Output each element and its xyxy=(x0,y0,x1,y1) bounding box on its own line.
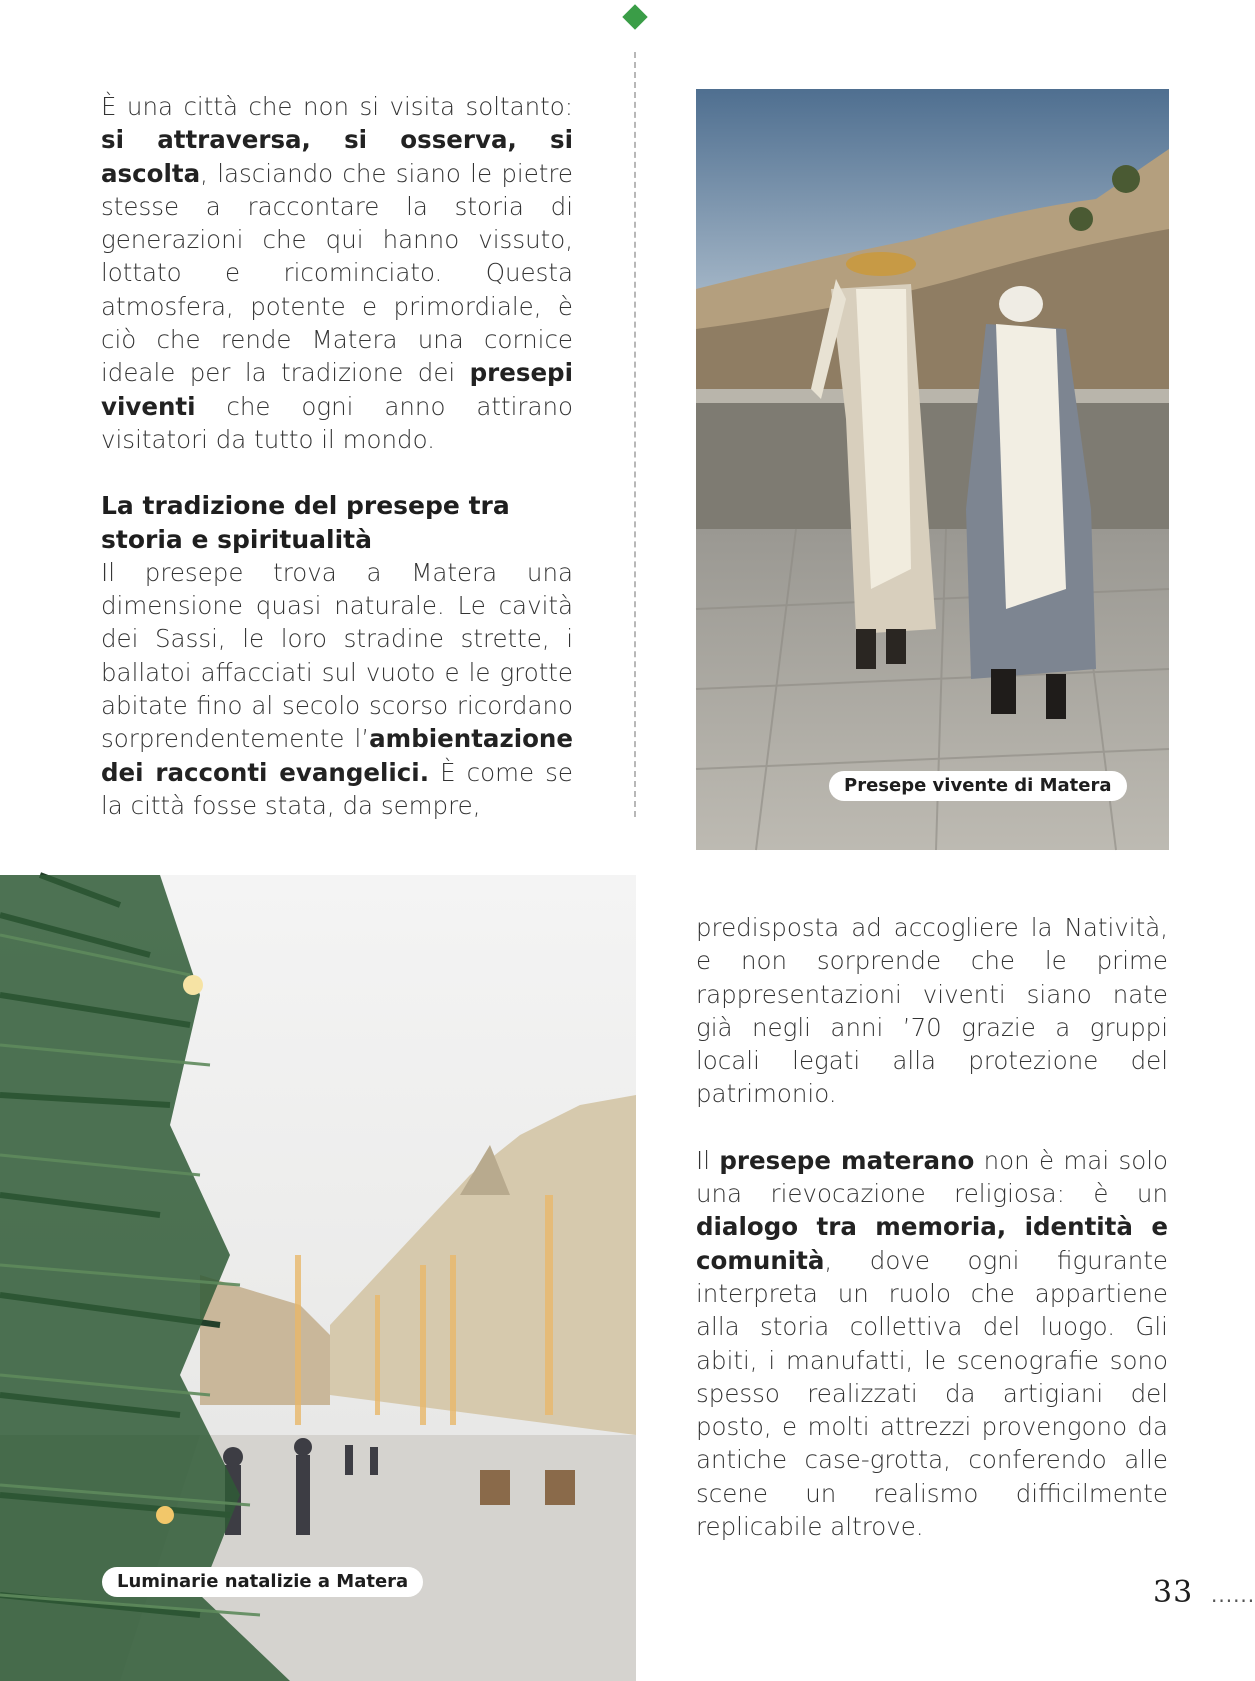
bold-span: presepi viventi xyxy=(101,358,573,421)
right-column-text xyxy=(696,911,1168,1543)
text-span: che ogni anno attirano visitatori da tutto il mondo. xyxy=(101,391,573,454)
continuation-paragraph: predisposta ad accogliere la Natività, e non sorprende che le prime rappresentazioni viventi siano nate già negli anni ’70 grazie a gruppi locali legati alla protezione del patrimonio. xyxy=(696,913,1168,1109)
bold-span: dialogo tra memoria, identità e comunità xyxy=(696,1212,1168,1275)
body-paragraph xyxy=(696,1144,1168,1544)
text-span: Il presepe trova a Matera una dimensione quasi naturale. Le cavità dei Sassi, le loro stradine strette, i ballatoi affacciati sul vuoto e le grotte abitate fino al secolo scorso ricordano sorprendentemente l’ xyxy=(101,557,573,754)
bold-span: ambientazione dei racconti evangelici. xyxy=(101,724,573,787)
body-paragraph xyxy=(101,556,573,822)
page-number: 33 xyxy=(1153,1575,1194,1610)
photo-presepe-vivente xyxy=(696,89,1169,850)
text-span: Il xyxy=(696,1145,720,1175)
photo-caption: Luminarie natalizie a Matera xyxy=(102,1567,423,1597)
column-divider xyxy=(634,52,636,817)
footer-dots: ...... xyxy=(1211,1583,1255,1607)
left-column-text xyxy=(101,90,573,822)
bold-span: presepe materano xyxy=(719,1145,975,1175)
intro-paragraph xyxy=(101,90,573,456)
text-span: È come se la città fosse stata, da sempre, xyxy=(101,757,573,820)
photo-luminarie xyxy=(0,875,636,1681)
text-span: È una città che non si visita soltanto: xyxy=(101,92,573,121)
decorative-diamond-icon xyxy=(622,4,647,29)
bold-span: si attraversa, si osserva, si ascolta xyxy=(101,125,573,188)
text-span: non è mai solo una rievocazione religiosa: è un xyxy=(696,1145,1169,1209)
text-span: , dove ogni figurante interpreta un ruolo che appartiene alla storia collettiva del luogo. Gli abiti, i manufatti, le scenografie sono spesso realizzati da artigiani del posto, e molti attrezzi provengono da antiche case-grotta, conferendo alle scene un realismo difficilmente replicabile altrove. xyxy=(696,1245,1168,1542)
photo-caption: Presepe vivente di Matera xyxy=(829,771,1127,801)
text-span: , lasciando che siano le pietre stesse a raccontare la storia di generazioni che qui hanno vissuto, lottato e ricominciato. Questa atmosfera, potente e primordiale, è ciò che rende Matera una cornice ideale per la tradizione dei xyxy=(101,158,573,388)
section-heading: La tradizione del presepe tra storia e spiritualità xyxy=(101,491,510,554)
